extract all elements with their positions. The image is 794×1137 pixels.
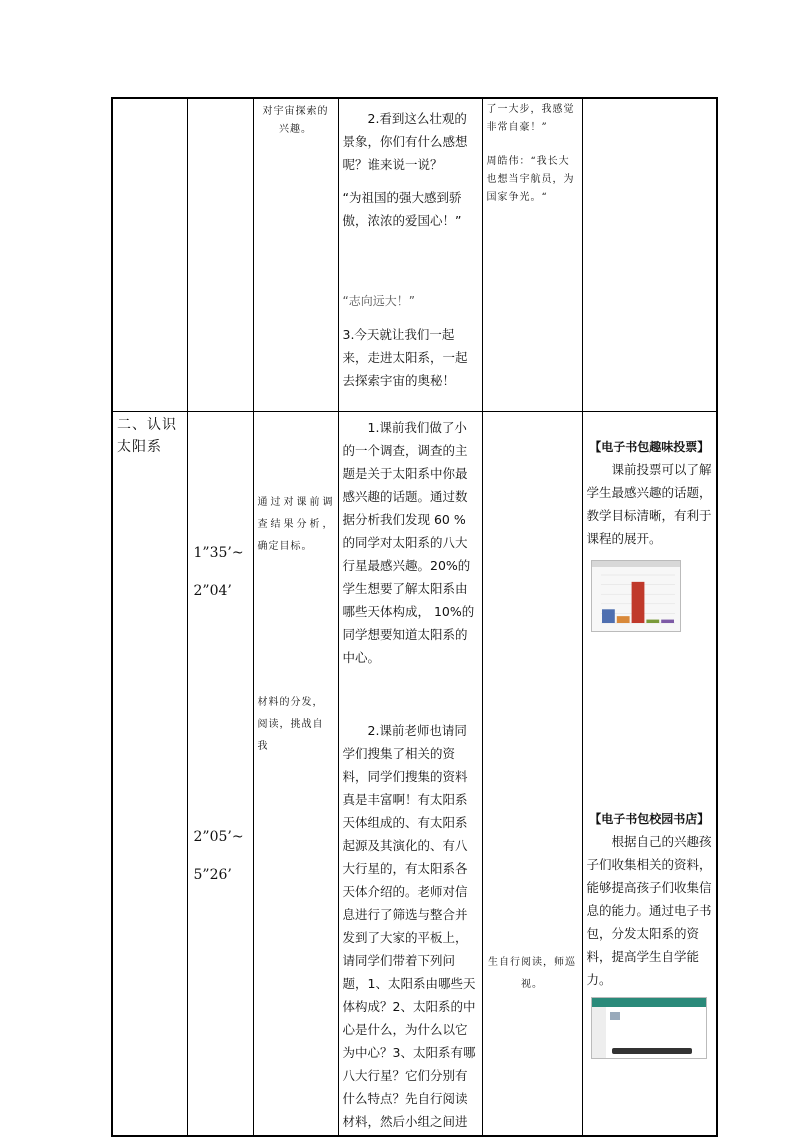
stage-title: 二、认识太阳系 [117, 416, 177, 455]
goal-cell [253, 98, 338, 411]
time-cell [187, 98, 253, 411]
design-note-cell [582, 98, 717, 411]
note-body-bookstore: 根据自己的兴趣孩子们收集相关的资料，能够提高孩子们收集信息的能力。通过电子书包，分发太阳系的资料，提高学生自学能力。 [586, 833, 712, 987]
lesson-plan-table [111, 97, 718, 1137]
app-header-bar [592, 998, 706, 1007]
table-row-know-solar-system [112, 411, 717, 1136]
note-body-voting: 课前投票可以了解学生最感兴趣的话题，教学目标清晰，有利于课程的展开。 [586, 461, 712, 546]
app-sidebar [592, 1007, 606, 1058]
chart-bar [646, 619, 659, 622]
chart-bar [616, 616, 629, 623]
teacher-question: 2.看到这么壮观的景象，你们有什么感想呢？谁来说一说？ [342, 111, 468, 172]
note-title-bookstore: 【电子书包校园书店】 [589, 811, 710, 826]
app-thumbnail-image [610, 1012, 620, 1020]
stage-cell [112, 411, 187, 1136]
time-range-2-start: 2”05’~ [193, 828, 244, 845]
vote-chart-thumbnail [591, 560, 681, 632]
chart-bar [602, 609, 615, 623]
student-response-2: 周皓伟：“我长大也想当宇航员，为国家争光。“ [486, 156, 575, 203]
teacher-activity-cell [338, 411, 482, 1136]
goal-text-1: 通过对课前调查结果分析，确定目标。 [257, 496, 334, 552]
student-reading-text: 生自行阅读，师巡视。 [488, 956, 576, 990]
stage-cell [112, 98, 187, 411]
teacher-intro: 3.今天就让我们一起来，走进太阳系，一起去探索宇宙的奥秘！ [342, 327, 468, 388]
ebook-app-thumbnail [591, 997, 707, 1059]
vote-bar-chart [593, 569, 679, 629]
teacher-quote-2: “志向远大！” [342, 294, 415, 308]
chart-bar [661, 619, 674, 622]
note-title-voting: 【电子书包趣味投票】 [589, 439, 710, 454]
time-cell [187, 411, 253, 1136]
student-activity-cell [482, 411, 582, 1136]
time-range-1-end: 2”04’ [193, 582, 232, 599]
time-range-2-end: 5”26’ [193, 866, 232, 883]
thumbnail-titlebar [592, 561, 680, 567]
table-row-continuation [112, 98, 717, 411]
time-range-1-start: 1”35’~ [193, 544, 244, 561]
goal-text: 对宇宙探索的兴趣。 [262, 106, 329, 135]
goal-cell [253, 411, 338, 1136]
student-activity-cell [482, 98, 582, 411]
teacher-survey-text: 1.课前我们做了小的一个调查，调查的主题是关于太阳系中你最感兴趣的话题。通过数据分析我们发现 60 %的同学对太阳系的八大行星最感兴趣。20%的学生想要了解太阳系由哪些天体构成， 10%的同学想要知道太阳系的中心。 [342, 419, 475, 665]
design-note-cell [582, 411, 717, 1136]
teacher-activity-cell [338, 98, 482, 411]
teacher-quote-1: “为祖国的强大感到骄傲，浓浓的爱国心！” [342, 190, 462, 228]
goal-text-2: 材料的分发，阅读，挑战自我 [257, 696, 324, 752]
chart-bar [631, 581, 644, 622]
student-response-1: 了一大步，我感觉非常自豪！” [486, 104, 575, 133]
app-dock-bar [612, 1048, 692, 1054]
teacher-materials-text: 2.课前老师也请同学们搜集了相关的资料，同学们搜集的资料真是丰富啊！有太阳系天体组成的、有太阳系起源及其演化的、有八大行星的，有太阳系各天体介绍的。老师对信息进行了筛选与整合并发到了大家的平板上，请同学们带着下列问题，1、太阳系由哪些天体构成？2、太阳系的中心是什么，为什么以它为中心？3、太阳系有哪八大行星？它们分别有什么特点？先自行阅读材料，然后小组之间进 [342, 722, 476, 1129]
